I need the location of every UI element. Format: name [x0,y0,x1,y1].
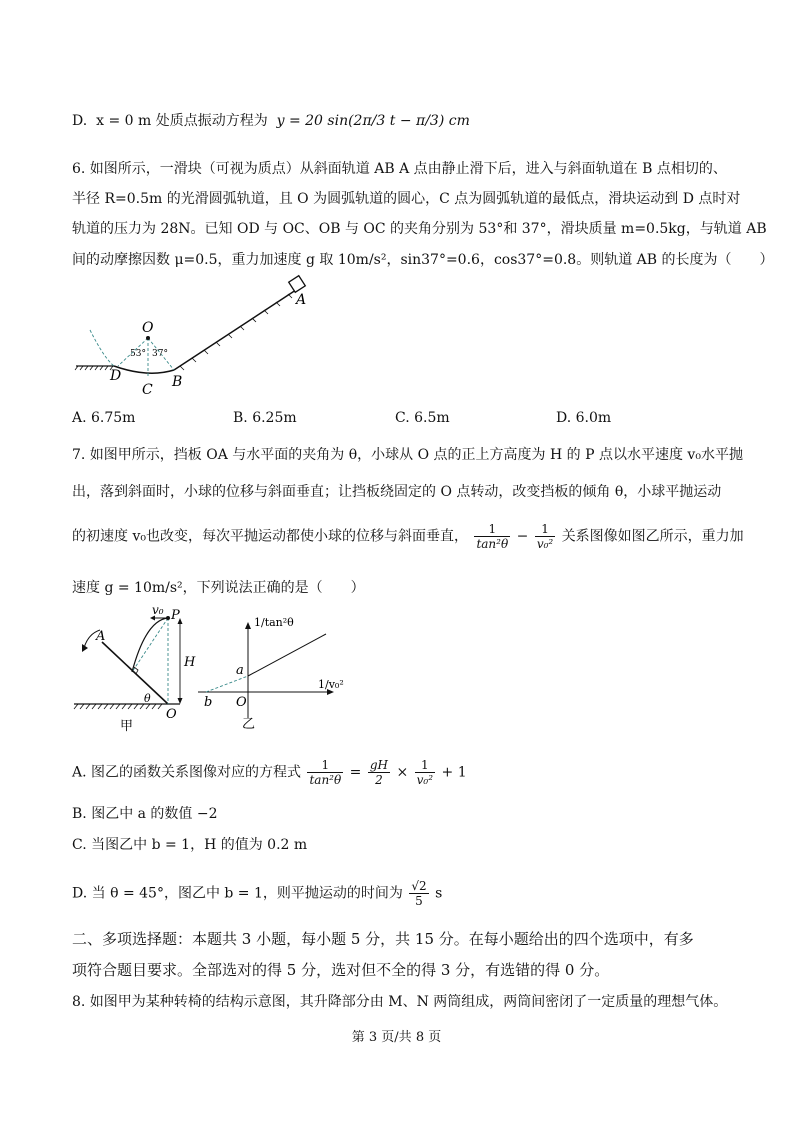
fraction: $\frac{1}{\text{v₀²}}$ [416,758,434,787]
q6-option-c: C. 6.5m [395,410,450,426]
label-53: 53° [130,349,146,359]
label-O: O [142,320,154,336]
fraction: $\frac{1}{\text{tan²θ}}$ [309,758,342,787]
q7-line-3-post: 关系图像如图乙所示，重力加 [561,528,744,545]
q7-option-d [72,879,442,908]
label-O: O [236,695,247,710]
q6-option-d: D. 6.0m [556,410,612,426]
times: × [396,764,409,781]
label-O: O [166,707,177,722]
q5-option-d [72,112,470,130]
option-label: D. [72,113,88,129]
fraction: $\frac{gH}{2}$ [369,758,389,787]
label-theta: θ [144,692,151,705]
label-C: C [142,382,153,398]
caption-jia: 甲 [120,719,134,734]
q6-line-4: 间的动摩擦因数 μ=0.5，重力加速度 g 取 10m/s²，sin37°=0.6，cos37°=0.8。则轨道 AB 的长度为（ ） [72,252,774,268]
q7-option-b: B. 图乙中 a 的数值 −2 [72,806,218,822]
label-A: A [96,629,106,644]
q7-figure-yi [196,614,346,736]
label-H: H [184,655,196,670]
q7-line-2: 出，落到斜面时，小球的位移与斜面垂直；让挡板绕固定的 O 点转动，改变挡板的倾角 θ，小球平抛运动 [72,484,722,500]
minus: − [516,528,529,545]
fraction: $\frac{1}{\text{v₀²}}$ [536,522,554,551]
fraction: $\frac{1}{\text{tan²θ}}$ [476,522,509,551]
fraction: $\frac{√2}{5}$ [411,879,427,908]
label-A: A [296,292,307,308]
label-37: 37° [152,349,168,359]
q7-option-a [72,758,467,787]
q6-figure [70,270,330,400]
q6-line-3: 轨道的压力为 28N。已知 OD 与 OC、OB 与 OC 的夹角分别为 53°和 37°，滑块质量 m=0.5kg，与轨道 AB [72,221,767,237]
label-b: b [204,695,213,710]
page-footer: 第 3 页/共 8 页 [351,1030,442,1045]
label-P: P [171,608,180,623]
option-text: D. 当 θ = 45°，图乙中 b = 1，则平抛运动的时间为 [72,885,403,902]
section2-line-1: 二、多项选择题：本题共 3 小题，每小题 5 分，共 15 分。在每小题给出的四个选项中，有多 [72,930,694,948]
unit: s [435,885,443,902]
q7-line-3-text: 的初速度 v₀也改变，每次平抛运动都使小球的位移与斜面垂直， [72,528,468,545]
xaxis-label: 1/v₀² [318,678,344,691]
q6-option-b: B. 6.25m [233,410,297,426]
q7-figure-jia [70,606,200,738]
q8-line-1: 8. 如图甲为某种转椅的结构示意图，其升降部分由 M、N 两筒组成，两筒间密闭了一定质量的理想气体。 [72,994,728,1010]
q7-option-c: C. 当图乙中 b = 1，H 的值为 0.2 m [72,837,308,853]
q7-line-1: 7. 如图甲所示，挡板 OA 与水平面的夹角为 θ，小球从 O 点的正上方高度为 H 的 P 点以水平速度 v₀水平抛 [72,447,743,463]
label-B: B [172,374,183,390]
label-D: D [110,368,122,384]
q6-option-a: A. 6.75m [72,410,136,426]
label-a: a [236,663,244,678]
label-v0: v₀ [152,606,164,617]
q7-line-3 [72,522,744,551]
plus-one: + 1 [441,764,467,781]
yaxis-label: 1/tan²θ [254,616,294,629]
q7-line-4: 速度 g = 10m/s²，下列说法正确的是（ ） [72,580,365,596]
caption-yi: 乙 [242,717,256,732]
section2-line-2: 项符合题目要求。全部选对的得 5 分，选对但不全的得 3 分，有选错的得 0 分。 [72,961,610,979]
option-text: A. 图乙的函数关系图像对应的方程式 [72,764,302,781]
equals: = [349,764,362,781]
q6-line-1: 6. 如图所示，一滑块（可视为质点）从斜面轨道 AB A 点由静止滑下后，进入与斜面轨道在 B 点相切的、 [72,161,727,177]
option-formula: y = 20 sin(2π/3 t − π/3) cm [276,113,470,129]
q6-line-2: 半径 R=0.5m 的光滑圆弧轨道，且 O 为圆弧轨道的圆心，C 点为圆弧轨道的最低点，滑块运动到 D 点时对 [72,191,741,207]
option-text: x = 0 m 处质点振动方程为 [96,113,268,129]
